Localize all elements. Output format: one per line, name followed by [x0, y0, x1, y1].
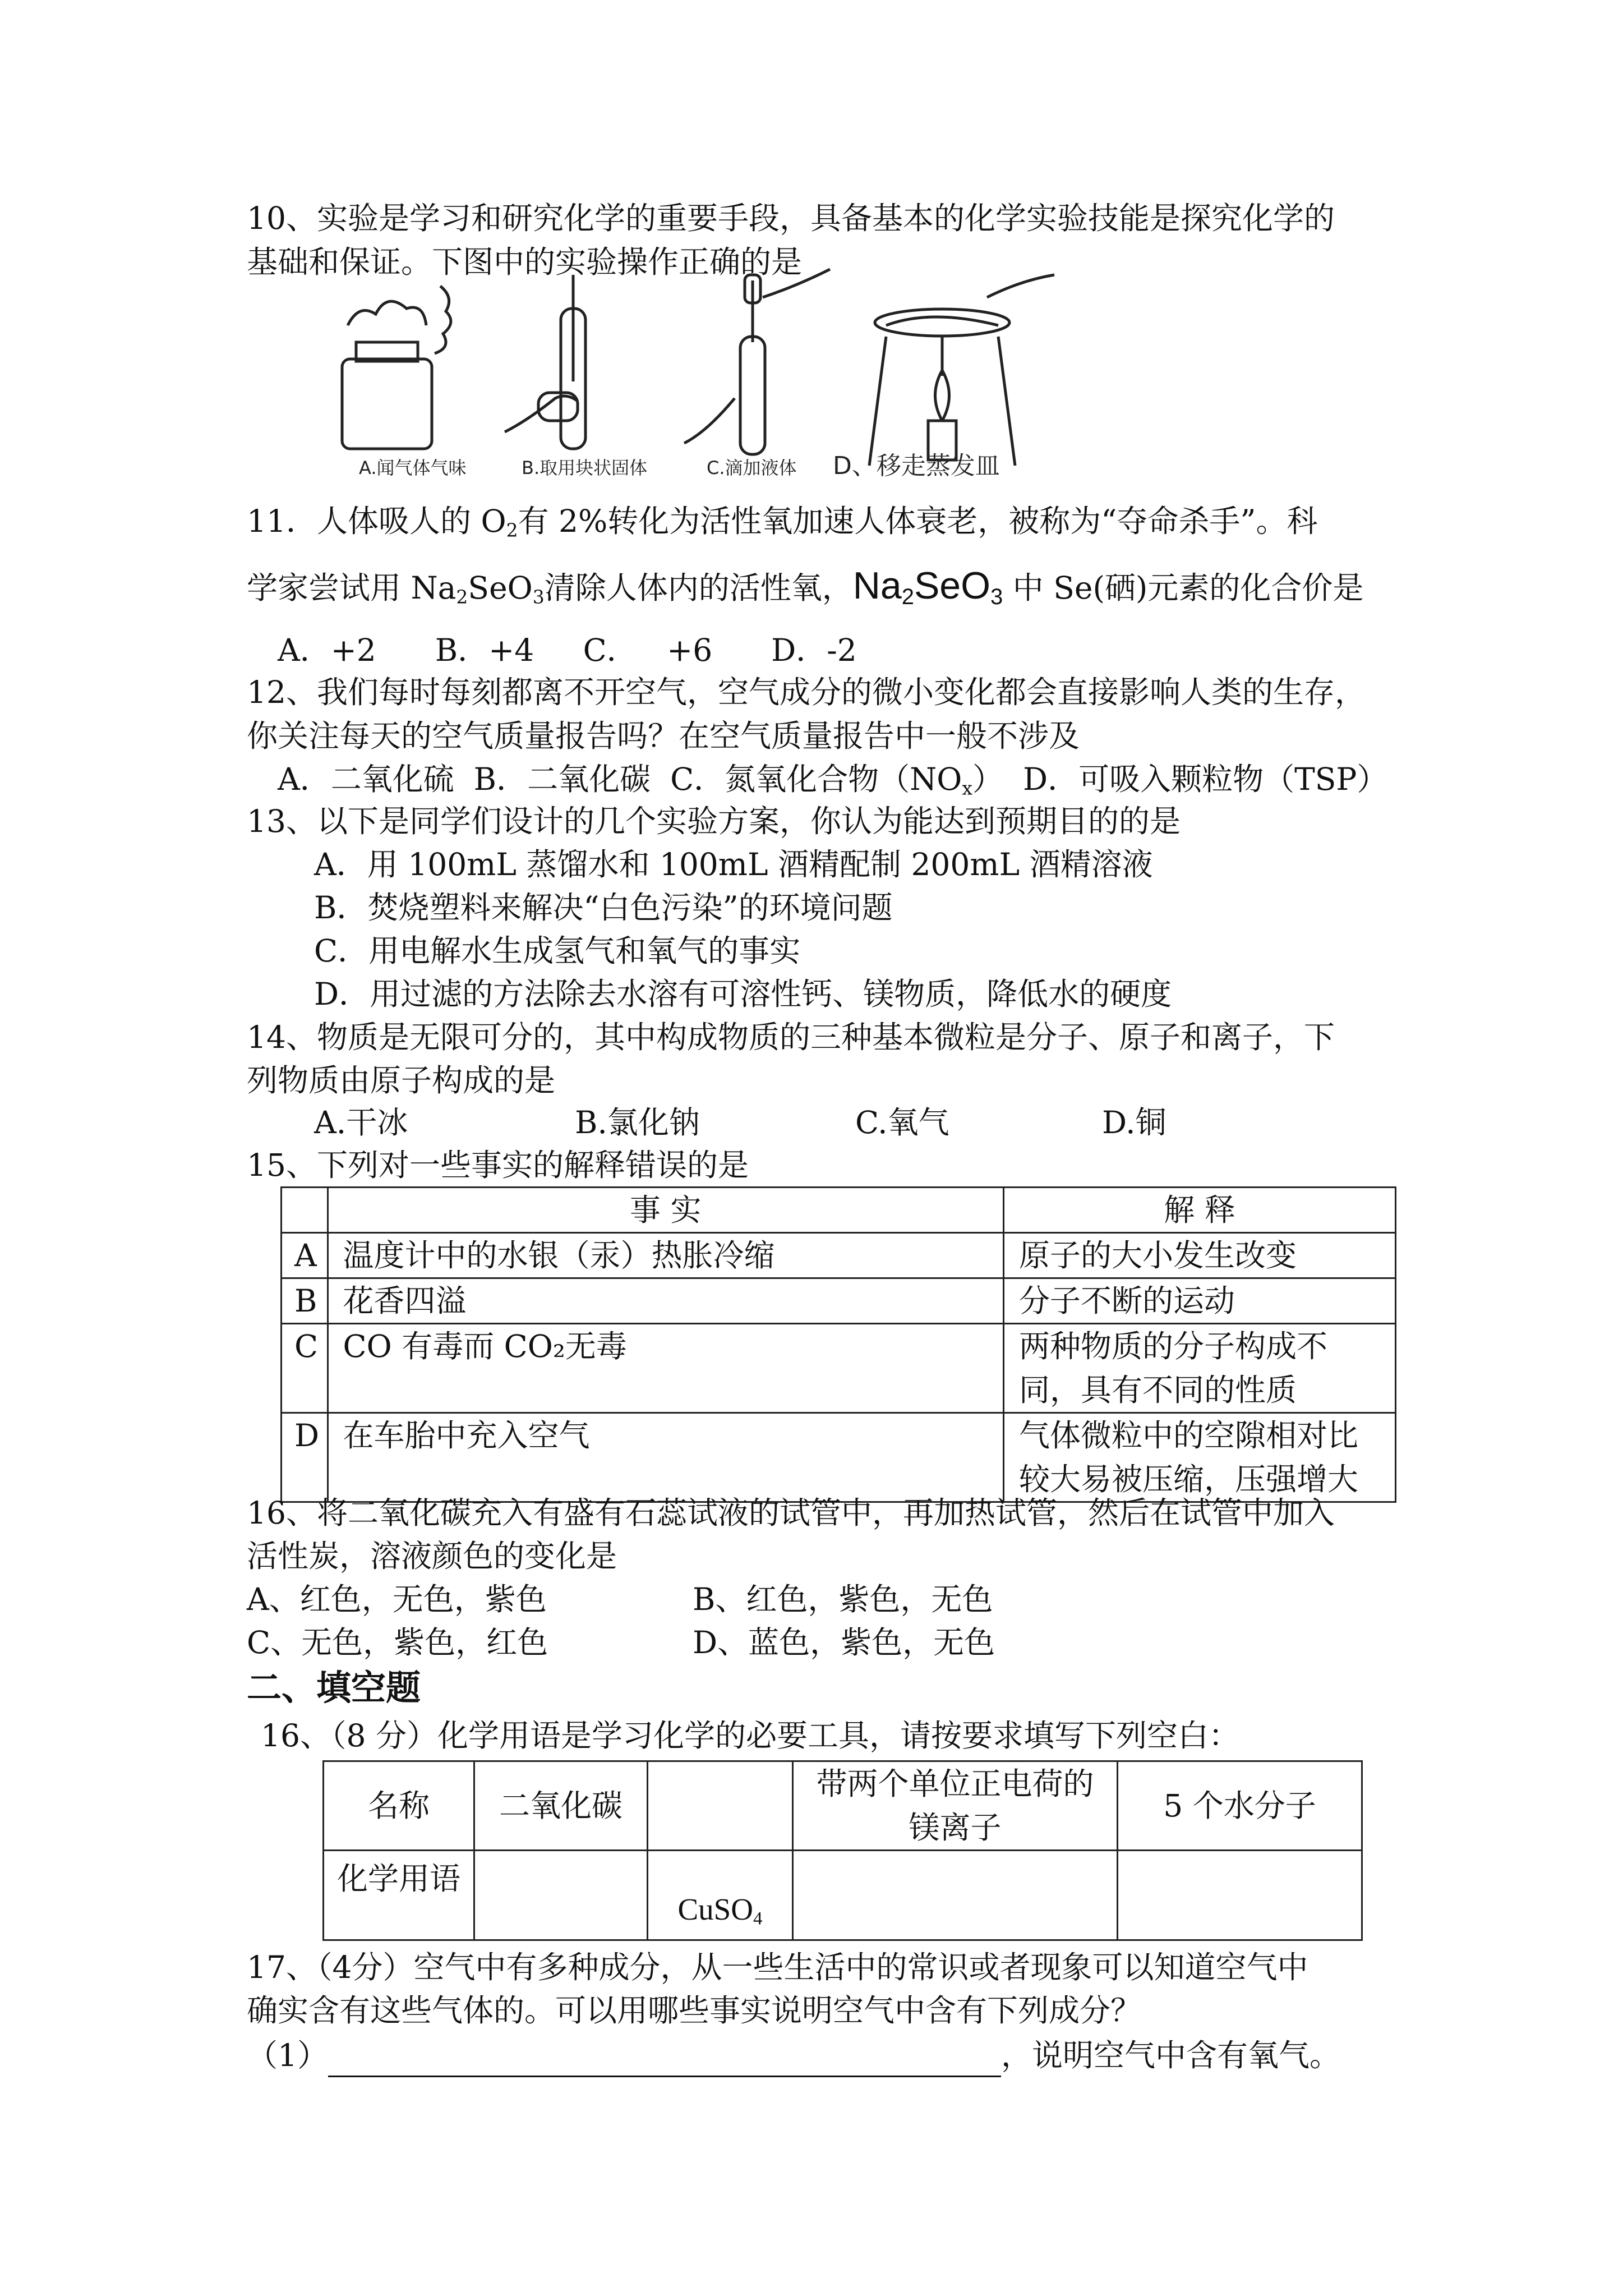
name-label: 名称 [324, 1761, 474, 1851]
q16-line2: 活性炭，溶液颜色的变化是 [247, 1538, 617, 1574]
answer-cell[interactable] [1118, 1851, 1362, 1940]
header-explanation: 解 释 [1003, 1188, 1395, 1233]
caption-b: B.取用块状固体 [522, 457, 648, 477]
row-fact: 在车胎中充入空气 [328, 1413, 1003, 1502]
answer-cell[interactable] [793, 1851, 1118, 1940]
row-explanation: 气体微粒中的空隙相对比较大易被压缩，压强增大 [1003, 1413, 1395, 1502]
fill17-part1: （1） ，说明空气中含有氧气。 [247, 2033, 1340, 2077]
q13-option-b: B．焚烧塑料来解决“白色污染”的环境问题 [314, 890, 893, 926]
q12-line2: 你关注每天的空气质量报告吗？在空气质量报告中一般不涉及 [247, 718, 1080, 754]
row-explanation: 两种物质的分子构成不同，具有不同的性质 [1003, 1324, 1395, 1413]
cell-magnesium-ion: 带两个单位正电荷的镁离子 [793, 1761, 1118, 1851]
q14-line1: 14、物质是无限可分的，其中构成物质的三种基本微粒是分子、原子和离子，下 [247, 1019, 1335, 1055]
q13-option-a: A．用 100mL 蒸馏水和 100mL 酒精配制 200mL 酒精溶液 [314, 846, 1153, 882]
q13-option-c: C．用电解水生成氢气和氧气的事实 [314, 933, 801, 969]
cell-water-molecules: 5 个水分子 [1118, 1761, 1362, 1851]
table-row [324, 1761, 1362, 1851]
q14-option-c: C.氧气 [855, 1105, 949, 1140]
fill16-table [322, 1760, 1363, 1941]
table-row [282, 1324, 1396, 1413]
row-explanation: 分子不断的运动 [1003, 1278, 1395, 1324]
table-row [282, 1413, 1396, 1502]
q12-line1: 12、我们每时每刻都离不开空气，空气成分的微小变化都会直接影响人类的生存， [247, 674, 1366, 710]
tripod-icon [869, 275, 1054, 466]
fill17-line2: 确实含有这些气体的。可以用哪些事实说明空气中含有下列成分？ [247, 1993, 1142, 2028]
caption-c: C.滴加液体 [707, 457, 797, 477]
q11-line2: 学家尝试用 $Na_2SeO_3$清除人体内的活性氧，$Na_2SeO_3$ 中 Se(硒)元素的化合价是 [247, 564, 1364, 609]
q14-option-b: B.氯化钠 [575, 1105, 700, 1140]
cell-empty [648, 1761, 793, 1851]
test-tube-icon [505, 275, 585, 449]
row-key: A [282, 1233, 328, 1278]
q10-experiment-figure [325, 264, 1077, 477]
table-row [282, 1278, 1396, 1324]
q11-options: A．+2 B．+4 C． +6 D．-2 [278, 632, 857, 668]
table-row [324, 1851, 1362, 1940]
table-row [282, 1188, 1396, 1233]
q14-option-a: A.干冰 [314, 1105, 408, 1140]
row-key: C [282, 1324, 328, 1413]
caption-d: D、移走蒸发皿 [833, 452, 1000, 477]
row-fact: 花香四溢 [328, 1278, 1003, 1324]
q13-line1: 13、以下是同学们设计的几个实验方案，你认为能达到预期目的的是 [247, 803, 1181, 839]
q10-line1: 10、实验是学习和研究化学的重要手段，具备基本的化学实验技能是探究化学的 [247, 200, 1335, 236]
q11-line1: 11．人体吸人的 $O_2$有 2%转化为活性氧加速人体衰老，被称为“夺命杀手”。科 [247, 503, 1318, 541]
section-title: 二、填空题 [247, 1667, 421, 1708]
cell-cuso4: CuSO$_4$ [648, 1851, 793, 1940]
fill17-line1: 17、（4分）空气中有多种成分，从一些生活中的常识或者现象可以知道空气中 [247, 1949, 1308, 1985]
q16-line1: 16、将二氧化碳充入有盛有石蕊试液的试管中，再加热试管，然后在试管中加入 [247, 1495, 1335, 1531]
q13-option-d: D．用过滤的方法除去水溶有可溶性钙、镁物质，降低水的硬度 [314, 976, 1172, 1012]
q16-option-a: A、红色，无色，紫色 [247, 1581, 547, 1617]
q12-options: A．二氧化硫 B．二氧化碳 C．氮氧化合物$(NO_x)$ D．可吸入颗粒物（TSP） [278, 761, 1388, 799]
q15-line1: 15、下列对一些事实的解释错误的是 [247, 1147, 749, 1183]
caption-a: A.闻气体气味 [359, 457, 467, 477]
fill16-line1: 16、（8 分）化学用语是学习化学的必要工具，请按要求填写下列空白： [261, 1718, 1239, 1754]
q14-option-d: D.铜 [1102, 1105, 1166, 1140]
header-fact: 事 实 [328, 1188, 1003, 1233]
row-fact: CO 有毒而 CO₂无毒 [328, 1324, 1003, 1413]
row-explanation: 原子的大小发生改变 [1003, 1233, 1395, 1278]
row-fact: 温度计中的水银（汞）热胀冷缩 [328, 1233, 1003, 1278]
dropper-icon [684, 269, 830, 454]
q16-option-b: B、红色，紫色，无色 [693, 1581, 993, 1617]
gas-jar-icon [342, 286, 451, 449]
answer-cell[interactable] [474, 1851, 648, 1940]
row-key: B [282, 1278, 328, 1324]
expr-label: 化学用语 [324, 1851, 474, 1940]
row-key: D [282, 1413, 328, 1502]
table-row [282, 1233, 1396, 1278]
q16-option-d: D、蓝色，紫色，无色 [693, 1625, 995, 1660]
q10-line2: 基础和保证。下图中的实验操作正确的是 [247, 244, 803, 280]
cell-carbon-dioxide: 二氧化碳 [474, 1761, 648, 1851]
q14-line2: 列物质由原子构成的是 [247, 1062, 556, 1098]
answer-blank[interactable] [328, 2041, 1001, 2077]
q15-table [280, 1186, 1396, 1503]
q16-option-c: C、无色，紫色，红色 [247, 1625, 548, 1660]
